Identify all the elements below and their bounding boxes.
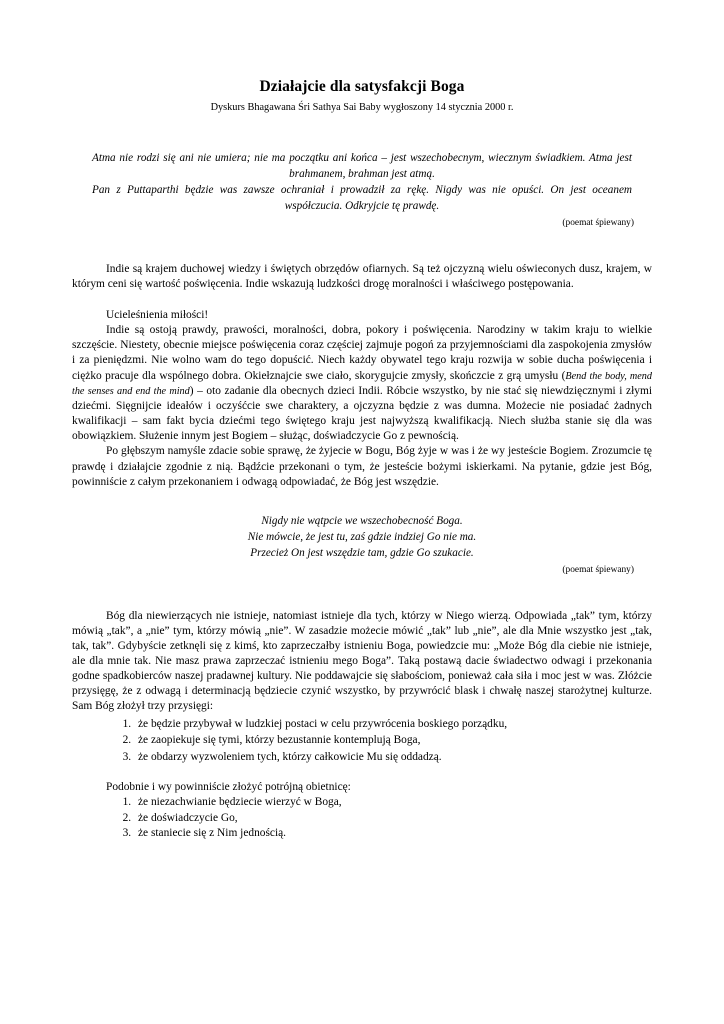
human-promises-list	[72, 795, 652, 842]
paragraph-intro: Indie są krajem duchowej wiedzy i świętych obrzędów ofiarnych. Są też ojczyzną wielu oświeconych dusz, krajem, w którym ceni się wartość poświęcenia. Indie wskazują ludzkości drogę moralności i właściwego postępowania.	[72, 262, 652, 290]
list-item: 2. że doświadczycie Go,	[134, 811, 652, 827]
list-item: 1. że niezachwianie będziecie wierzyć w Boga,	[134, 795, 652, 811]
page-title: Działajcie dla satysfakcji Boga	[259, 78, 465, 95]
verse-line: Pan z Puttaparthi będzie was zawsze ochraniał i prowadził za rękę. Nigdy was nie opuści. On jest oceanem współczucia. Odkryjcie tę prawdę.	[92, 183, 632, 212]
list-item: 2. że zaopiekuje się tymi, którzy bezustannie kontemplują Boga,	[134, 733, 652, 749]
verse-line: Nie mówcie, że jest tu, zaś gdzie indziej Go nie ma.	[247, 530, 477, 543]
paragraph-final: Bóg dla niewierzących nie istnieje, natomiast istnieje dla tych, którzy w Niego wierzą. Odpowiada „tak” tym, którzy mówią „tak”, a „nie” tym, którzy mówią „nie”. W zasadzie możecie mówić „tak” lub „nie”, ale dla Mnie wszystko jest „tak, tak, tak”. Gdybyście zetknęli się z kimś, kto zaprzeczałby istnieniu Boga, powiedzcie mu: „Może Bóg dla ciebie nie istnieje, ale dla mnie tak. Nie masz prawa zaprzeczać istnieniu mego Boga”. Taką postawą dacie świadectwo odwagi i przekonania godne spadkobierców naszej pradawnej kultury. Nie poddawajcie się słabościom, ponieważ cała siła i moc jest w was. Złóżcie przysięgę, że z odwagą i determinacją będziecie czynić wszystko, by przywrócić blask i chwałę naszej starożytnej kulturze. Sam Bóg złożył trzy przysięgi:	[72, 609, 652, 713]
opening-verse	[72, 151, 652, 228]
page-subtitle: Dyskurs Bhagawana Śri Sathya Sai Baby wygłoszony 14 stycznia 2000 r.	[210, 102, 514, 113]
divine-promises-list	[72, 717, 652, 766]
verse-line: Przecież On jest wszędzie tam, gdzie Go szukacie.	[250, 546, 474, 559]
list-item: 3. że staniecie się z Nim jednością.	[134, 826, 652, 842]
paragraph-main-a-english: Bend the body, mend the senses and end the mind	[72, 370, 652, 397]
paragraph-main-a-part2: ) – oto zadanie dla obecnych dzieci Indii. Róbcie wszystko, by nie stać się niewdzięcznymi i złymi dziećmi. Sięgnijcie ideałów i oczyśćcie swe charaktery, a ojczyzna będzie z was dumna. Możecie nie posiadać żadnych kwalifikacji – sam fakt bycia dziećmi tego świętego kraju jest najwyższą kwalifikacją. Niech służba stanie się dla was obowiązkiem. Służenie innym jest Bogiem – służąc, doświadczycie Go z pewnością.	[72, 384, 652, 443]
paragraph-main-b: Po głębszym namyśle zdacie sobie sprawę, że żyjecie w Bogu, Bóg żyje w was i że wy jesteście Bogiem. Zrozumcie tę prawdę i działajcie zgodnie z nią. Bądźcie przekonani o tym, że jesteście bożymi iskierkami. Na pytanie, gdzie jest Bóg, powinniście z całym przekonaniem i odwagą odpowiadać, że Bóg jest wszędzie.	[72, 445, 652, 488]
verse-attribution: (poemat śpiewany)	[562, 564, 634, 575]
second-verse	[72, 514, 652, 575]
paragraph-main-a	[72, 323, 652, 444]
verse-line: Nigdy nie wątpcie we wszechobecność Boga.	[261, 514, 463, 527]
verse-line: Atma nie rodzi się ani nie umiera; nie ma początku ani końca – jest wszechobecnym, wiecznym świadkiem. Atma jest brahmanem, brahman jest atmą.	[92, 152, 632, 180]
second-list-intro: Podobnie i wy powinniście złożyć potrójną obietnicę:	[106, 780, 351, 793]
list-item: 3. że obdarzy wyzwoleniem tych, którzy całkowicie Mu się oddadzą.	[134, 750, 652, 766]
list-item: 1. że będzie przybywał w ludzkiej postaci w celu przywrócenia boskiego porządku,	[134, 717, 652, 733]
paragraph-main-a-part1: Indie są ostoją prawdy, prawości, moralności, dobra, pokory i poświęcenia. Narodziny w takim kraju to wielkie szczęście. Niestety, obecnie miejsce poświęcenia coraz częściej zajmuje pogoń za przyjemnościami dla zaspokojenia zmysłów i za pieniędzmi. Nie wolno wam do tego dopuścić. Niech każdy obywatel tego kraju rozwija w sobie ducha poświęcenia i ciężko pracuje dla wspólnego dobra. Okiełznajcie swe ciało, skorygujcie zmysły, skończcie z grą umysłu (	[72, 324, 652, 382]
verse-attribution: (poemat śpiewany)	[562, 217, 634, 228]
paragraph-salutation: Ucieleśnienia miłości!	[106, 308, 209, 321]
